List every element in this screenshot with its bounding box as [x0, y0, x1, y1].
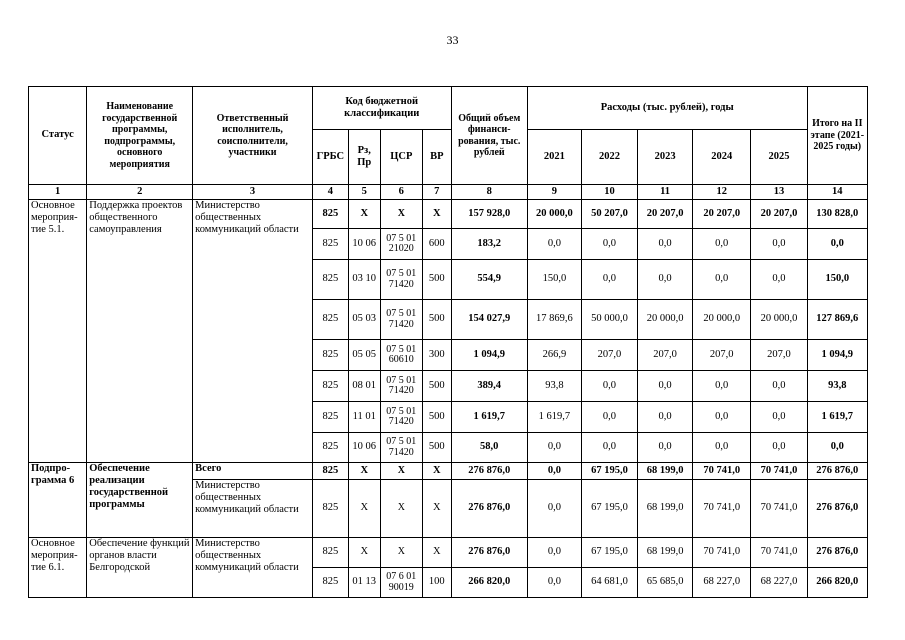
rzpr-cell: 03 10	[348, 260, 380, 300]
year-2024-cell: 20 000,0	[693, 300, 751, 340]
rzpr-cell: Х	[348, 538, 380, 568]
grbs-cell: 825	[312, 260, 348, 300]
rzpr-cell: 01 13	[348, 568, 380, 598]
year-2022-cell: 0,0	[581, 402, 637, 433]
column-number: 7	[422, 185, 451, 200]
csr-cell: 07 5 01 60610	[380, 340, 422, 371]
total-cell: 154 027,9	[451, 300, 527, 340]
year-2023-cell: 68 199,0	[638, 480, 693, 538]
total-cell: 276 876,0	[451, 538, 527, 568]
vr-cell: Х	[422, 480, 451, 538]
year-2024-cell: 20 207,0	[693, 200, 751, 229]
year-2024-cell: 70 741,0	[693, 463, 751, 480]
csr-cell: 07 5 01 71420	[380, 402, 422, 433]
total-cell: 183,2	[451, 229, 527, 260]
year-2025-cell: 0,0	[751, 402, 807, 433]
csr-cell: Х	[380, 200, 422, 229]
year-2023-cell: 0,0	[638, 433, 693, 463]
column-number-row	[29, 185, 868, 200]
column-number: 14	[807, 185, 867, 200]
rzpr-cell: 11 01	[348, 402, 380, 433]
year-2024-cell: 0,0	[693, 402, 751, 433]
responsible-cell: Министерство общественных коммуникаций области	[193, 200, 313, 463]
year-2023-cell: 207,0	[638, 340, 693, 371]
stage-total-cell: 276 876,0	[807, 463, 867, 480]
total-cell: 276 876,0	[451, 480, 527, 538]
year-2024-cell: 70 741,0	[693, 480, 751, 538]
header-year: 2025	[751, 130, 807, 185]
year-2025-cell: 70 741,0	[751, 538, 807, 568]
csr-cell: 07 5 01 71420	[380, 300, 422, 340]
vr-cell: 500	[422, 371, 451, 402]
year-2021-cell: 0,0	[527, 433, 581, 463]
responsible-cell: Министерство общественных коммуникаций области	[193, 538, 313, 598]
csr-cell: 07 5 01 71420	[380, 433, 422, 463]
header-name: Наименование государственной программы, подпрограммы, основного мероприятия	[87, 87, 193, 185]
year-2024-cell: 0,0	[693, 371, 751, 402]
grbs-cell: 825	[312, 300, 348, 340]
header-total: Общий объем финанси-рования, тыс. рублей	[451, 87, 527, 185]
vr-cell: 600	[422, 229, 451, 260]
stage-total-cell: 1 619,7	[807, 402, 867, 433]
year-2021-cell: 0,0	[527, 463, 581, 480]
total-cell: 58,0	[451, 433, 527, 463]
year-2022-cell: 0,0	[581, 433, 637, 463]
year-2025-cell: 0,0	[751, 229, 807, 260]
vr-cell: 300	[422, 340, 451, 371]
year-2021-cell: 17 869,6	[527, 300, 581, 340]
csr-cell: 07 5 01 71420	[380, 260, 422, 300]
year-2022-cell: 67 195,0	[581, 538, 637, 568]
grbs-cell: 825	[312, 402, 348, 433]
total-cell: 1 094,9	[451, 340, 527, 371]
year-2023-cell: 0,0	[638, 260, 693, 300]
year-2021-cell: 0,0	[527, 229, 581, 260]
year-2023-cell: 0,0	[638, 371, 693, 402]
csr-cell: Х	[380, 538, 422, 568]
csr-cell: 07 5 01 21020	[380, 229, 422, 260]
header-stage-total: Итого на II этапе (2021-2025 годы)	[807, 87, 867, 185]
stage-total-cell: 1 094,9	[807, 340, 867, 371]
year-2024-cell: 207,0	[693, 340, 751, 371]
header-status: Статус	[29, 87, 87, 185]
column-number: 12	[693, 185, 751, 200]
year-2023-cell: 65 685,0	[638, 568, 693, 598]
year-2021-cell: 266,9	[527, 340, 581, 371]
budget-table	[28, 86, 868, 598]
year-2021-cell: 20 000,0	[527, 200, 581, 229]
header-csr: ЦСР	[380, 130, 422, 185]
stage-total-cell: 130 828,0	[807, 200, 867, 229]
grbs-cell: 825	[312, 538, 348, 568]
header-vr: ВР	[422, 130, 451, 185]
year-2021-cell: 93,8	[527, 371, 581, 402]
stage-total-cell: 150,0	[807, 260, 867, 300]
year-2021-cell: 0,0	[527, 538, 581, 568]
year-2022-cell: 67 195,0	[581, 480, 637, 538]
header-expenses: Расходы (тыс. рублей), годы	[527, 87, 807, 130]
grbs-cell: 825	[312, 340, 348, 371]
year-2025-cell: 20 000,0	[751, 300, 807, 340]
status-cell: Подпро-грамма 6	[29, 463, 87, 538]
grbs-cell: 825	[312, 200, 348, 229]
year-2024-cell: 0,0	[693, 229, 751, 260]
rzpr-cell: 10 06	[348, 229, 380, 260]
grbs-cell: 825	[312, 568, 348, 598]
grbs-cell: 825	[312, 480, 348, 538]
year-2021-cell: 150,0	[527, 260, 581, 300]
vr-cell: 500	[422, 300, 451, 340]
header-rzpr: Рз, Пр	[348, 130, 380, 185]
year-2025-cell: 68 227,0	[751, 568, 807, 598]
total-cell: 1 619,7	[451, 402, 527, 433]
year-2022-cell: 207,0	[581, 340, 637, 371]
rzpr-cell: Х	[348, 463, 380, 480]
grbs-cell: 825	[312, 433, 348, 463]
vr-cell: Х	[422, 463, 451, 480]
grbs-cell: 825	[312, 371, 348, 402]
column-number: 8	[451, 185, 527, 200]
header-year: 2024	[693, 130, 751, 185]
stage-total-cell: 276 876,0	[807, 538, 867, 568]
header-year: 2022	[581, 130, 637, 185]
rzpr-cell: 10 06	[348, 433, 380, 463]
total-cell: 266 820,0	[451, 568, 527, 598]
vr-cell: 500	[422, 402, 451, 433]
column-number: 3	[193, 185, 313, 200]
year-2024-cell: 0,0	[693, 433, 751, 463]
table-row	[29, 538, 868, 568]
rzpr-cell: Х	[348, 200, 380, 229]
vr-cell: 500	[422, 433, 451, 463]
grbs-cell: 825	[312, 463, 348, 480]
header-year: 2023	[638, 130, 693, 185]
year-2022-cell: 64 681,0	[581, 568, 637, 598]
column-number: 4	[312, 185, 348, 200]
year-2023-cell: 20 207,0	[638, 200, 693, 229]
name-cell: Обеспечение функций органов власти Белгородской	[87, 538, 193, 598]
responsible-cell: Министерство общественных коммуникаций области	[193, 480, 313, 538]
csr-cell: 07 6 01 90019	[380, 568, 422, 598]
column-number: 9	[527, 185, 581, 200]
year-2024-cell: 70 741,0	[693, 538, 751, 568]
column-number: 1	[29, 185, 87, 200]
year-2024-cell: 68 227,0	[693, 568, 751, 598]
header-year: 2021	[527, 130, 581, 185]
year-2025-cell: 0,0	[751, 260, 807, 300]
total-cell: 554,9	[451, 260, 527, 300]
table-row	[29, 200, 868, 229]
status-cell: Основное мероприя-тие 6.1.	[29, 538, 87, 598]
stage-total-cell: 127 869,6	[807, 300, 867, 340]
column-number: 5	[348, 185, 380, 200]
column-number: 2	[87, 185, 193, 200]
year-2025-cell: 70 741,0	[751, 463, 807, 480]
stage-total-cell: 0,0	[807, 433, 867, 463]
year-2022-cell: 50 207,0	[581, 200, 637, 229]
header-responsible: Ответственный исполнитель, соисполнители, участники	[193, 87, 313, 185]
year-2022-cell: 0,0	[581, 229, 637, 260]
year-2025-cell: 70 741,0	[751, 480, 807, 538]
rzpr-cell: 05 05	[348, 340, 380, 371]
column-number: 10	[581, 185, 637, 200]
year-2021-cell: 1 619,7	[527, 402, 581, 433]
vr-cell: Х	[422, 538, 451, 568]
total-cell: 389,4	[451, 371, 527, 402]
year-2023-cell: 0,0	[638, 402, 693, 433]
responsible-cell: Всего	[193, 463, 313, 480]
stage-total-cell: 276 876,0	[807, 480, 867, 538]
column-number: 11	[638, 185, 693, 200]
year-2022-cell: 0,0	[581, 371, 637, 402]
year-2022-cell: 0,0	[581, 260, 637, 300]
stage-total-cell: 266 820,0	[807, 568, 867, 598]
status-cell: Основное мероприя-тие 5.1.	[29, 200, 87, 463]
csr-cell: 07 5 01 71420	[380, 371, 422, 402]
header-grbs: ГРБС	[312, 130, 348, 185]
year-2021-cell: 0,0	[527, 480, 581, 538]
year-2023-cell: 20 000,0	[638, 300, 693, 340]
year-2025-cell: 207,0	[751, 340, 807, 371]
name-cell: Поддержка проектов общественного самоуправления	[87, 200, 193, 463]
year-2023-cell: 68 199,0	[638, 463, 693, 480]
vr-cell: 500	[422, 260, 451, 300]
vr-cell: 100	[422, 568, 451, 598]
year-2022-cell: 50 000,0	[581, 300, 637, 340]
stage-total-cell: 93,8	[807, 371, 867, 402]
year-2024-cell: 0,0	[693, 260, 751, 300]
column-number: 6	[380, 185, 422, 200]
stage-total-cell: 0,0	[807, 229, 867, 260]
rzpr-cell: 05 03	[348, 300, 380, 340]
year-2023-cell: 0,0	[638, 229, 693, 260]
total-cell: 276 876,0	[451, 463, 527, 480]
csr-cell: Х	[380, 480, 422, 538]
year-2022-cell: 67 195,0	[581, 463, 637, 480]
csr-cell: Х	[380, 463, 422, 480]
year-2025-cell: 20 207,0	[751, 200, 807, 229]
page-number: 33	[446, 33, 459, 47]
header-budget-code: Код бюджетной классификации	[312, 87, 451, 130]
year-2025-cell: 0,0	[751, 433, 807, 463]
column-number: 13	[751, 185, 807, 200]
grbs-cell: 825	[312, 229, 348, 260]
table-row	[29, 463, 868, 480]
total-cell: 157 928,0	[451, 200, 527, 229]
rzpr-cell: 08 01	[348, 371, 380, 402]
rzpr-cell: Х	[348, 480, 380, 538]
year-2025-cell: 0,0	[751, 371, 807, 402]
vr-cell: Х	[422, 200, 451, 229]
year-2021-cell: 0,0	[527, 568, 581, 598]
name-cell: Обеспечение реализации государственной программы	[87, 463, 193, 538]
year-2023-cell: 68 199,0	[638, 538, 693, 568]
